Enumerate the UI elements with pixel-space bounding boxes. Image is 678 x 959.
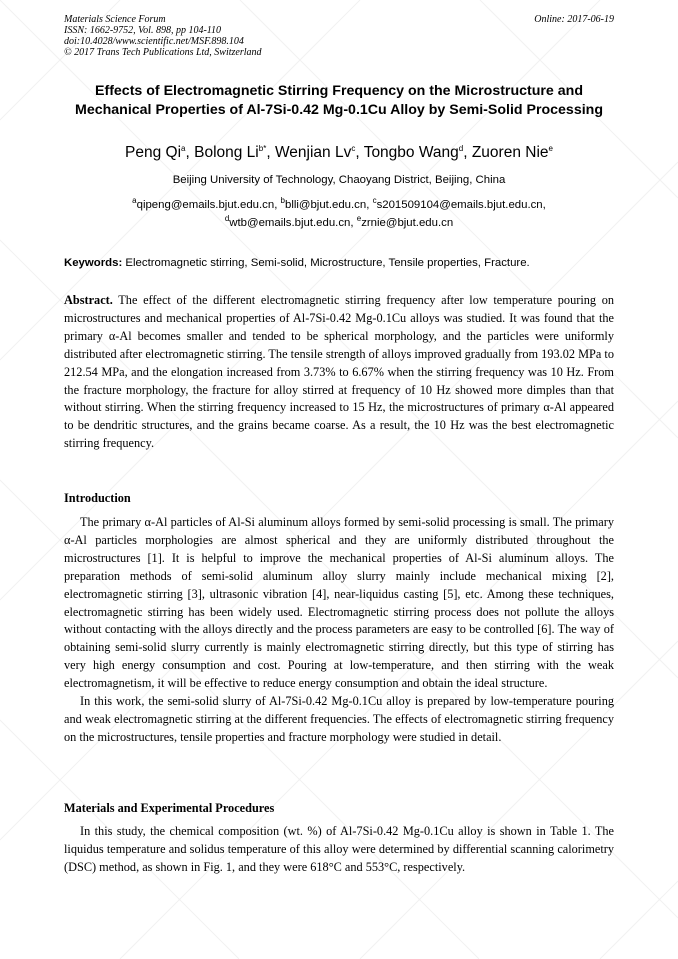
materials-body: [64, 823, 614, 877]
abstract-label: Abstract.: [64, 293, 113, 307]
keywords: [64, 256, 614, 270]
author-name: Peng Qi: [125, 144, 182, 161]
journal-name: Materials Science Forum: [64, 14, 166, 25]
author-sup: d: [458, 143, 464, 153]
abstract-text: The effect of the different electromagnetic stirring frequency after low temperature pouring on microstructures and mechanical properties of Al-7Si-0.42 Mg-0.1Cu alloys was studied. It was found that the primary α-Al becomes smaller and tended to be spherical morphology, and the particles were uniformly distributed after electromagnetic stirring. The tensile strength of alloys improved gradually from 193.02 MPa to 212.54 MPa, and the elongation increased from 3.73% to 6.67% when the stirring frequency was 10 Hz. From the fracture morphology, the fracture for alloy stirred at frequency of 10 Hz showed more dimples than that without stirring. When the stirring frequency increased to 15 Hz, the microstructures of primary α-Al appeared to be dendritic structures, and the grains became coarse. As a result, the 10 Hz was the best electromagnetic stirring frequency.: [64, 293, 614, 451]
email-link[interactable]: qipeng@emails.bjut.edu.cn: [136, 199, 275, 211]
journal-header: [64, 14, 262, 58]
abstract: [64, 292, 614, 453]
doi-line: doi:10.4028/www.scientific.net/MSF.898.104: [64, 36, 244, 47]
keywords-text: Electromagnetic stirring, Semi-solid, Microstructure, Tensile properties, Fracture.: [125, 257, 530, 269]
introduction-paragraph-2: In this work, the semi-solid slurry of Al-7Si-0.42 Mg-0.1Cu alloy is prepared by low-temperature pouring and weak electromagnetic stirring at the different frequencies. The effects of electromagnetic stirring frequency on the microstructures, tensile properties and fracture morphology were studied in detail.: [64, 694, 614, 744]
affiliation: Beijing University of Technology, Chaoyang District, Beijing, China: [172, 174, 506, 186]
author-name: Tongbo Wang: [363, 144, 459, 161]
email-sup: c: [372, 196, 377, 206]
materials-heading: Materials and Experimental Procedures: [64, 801, 275, 815]
email-sup: d: [224, 214, 230, 224]
paper-title: Effects of Electromagnetic Stirring Frequency on the Microstructure and Mechanical Properties of Al-7Si-0.42 Mg-0.1Cu Alloy by Semi-Solid Processing: [75, 83, 603, 118]
author-name: Wenjian Lv: [274, 144, 352, 161]
author-name: Zuoren Nie: [471, 144, 549, 161]
keywords-label: Keywords:: [64, 257, 123, 269]
email-link[interactable]: zrnie@bjut.edu.cn: [361, 217, 454, 229]
introduction-body: [64, 514, 614, 747]
copyright-line: © 2017 Trans Tech Publications Ltd, Switzerland: [64, 47, 262, 58]
online-date: Online: 2017-06-19: [534, 14, 614, 25]
author-name: Bolong Li: [194, 144, 259, 161]
author-sup: e: [548, 143, 553, 153]
author-sup: c: [351, 143, 356, 153]
email-sup: e: [356, 214, 362, 224]
introduction-paragraph-1: The primary α-Al particles of Al-Si aluminum alloys formed by semi-solid processing is small. The primary α-Al particles morphologies are almost spherical and they are uniformly distributed throughout the microstructures [1]. It is helpful to improve the mechanical properties of Al-Si aluminum alloys. The preparation methods of semi-solid aluminum alloy slurry mainly include mechanical mixing [2], electromagnetic stirring [3], ultrasonic vibration [4], near-liquidus casting [5], etc. Among these techniques, electromagnetic stirring has been widely used. Electromagnetic stirring process does not pollute the alloys without contacting with the alloys directly and the process parameters are easy to be controlled [6]. The way of obtaining semi-solid slurry currently is mainly electromagnetic stirring directly, but this type of stirring has very high energy consumption and cost. Pouring at low-temperature, and then stirring with the weak electromagnetism, it will be effective to reduce energy consumption and obtain the ideal structure.: [64, 515, 614, 691]
email-list: $^a$qipeng@emails.bjut.edu.cn, $^b$blli@bjut.edu.cn, $^c$s201509104@emails.bjut.edu.cn, $^d$wtb@emails.bjut.edu.cn, $^e$zrnie@bjut.edu.cn: [132, 196, 546, 229]
email-link[interactable]: wtb@emails.bjut.edu.cn: [229, 217, 351, 229]
email-sup: b: [280, 196, 285, 206]
materials-paragraph-1: In this study, the chemical composition (wt. %) of Al-7Si-0.42 Mg-0.1Cu alloy is shown in Table 1. The liquidus temperature and solidus temperature of this alloy were determined by differential scanning calorimetry (DSC) method, as shown in Fig. 1, and they were 618°C and 553°C, respectively.: [64, 824, 614, 874]
email-sup: a: [132, 196, 137, 206]
email-link[interactable]: s201509104@emails.bjut.edu.cn: [376, 199, 543, 211]
introduction-heading: Introduction: [64, 491, 131, 505]
author-list: Peng Qi$^a$, Bolong $Li^{b*}$, Wenjian Lv$^c$, Tongbo Wang$^d$, Zuoren Nie$^e$: [125, 143, 553, 161]
author-sup: b*: [258, 143, 267, 153]
email-link[interactable]: blli@bjut.edu.cn: [284, 199, 367, 211]
issn-line: ISSN: 1662-9752, Vol. 898, pp 104-110: [64, 25, 222, 36]
author-sup: a: [181, 143, 186, 153]
